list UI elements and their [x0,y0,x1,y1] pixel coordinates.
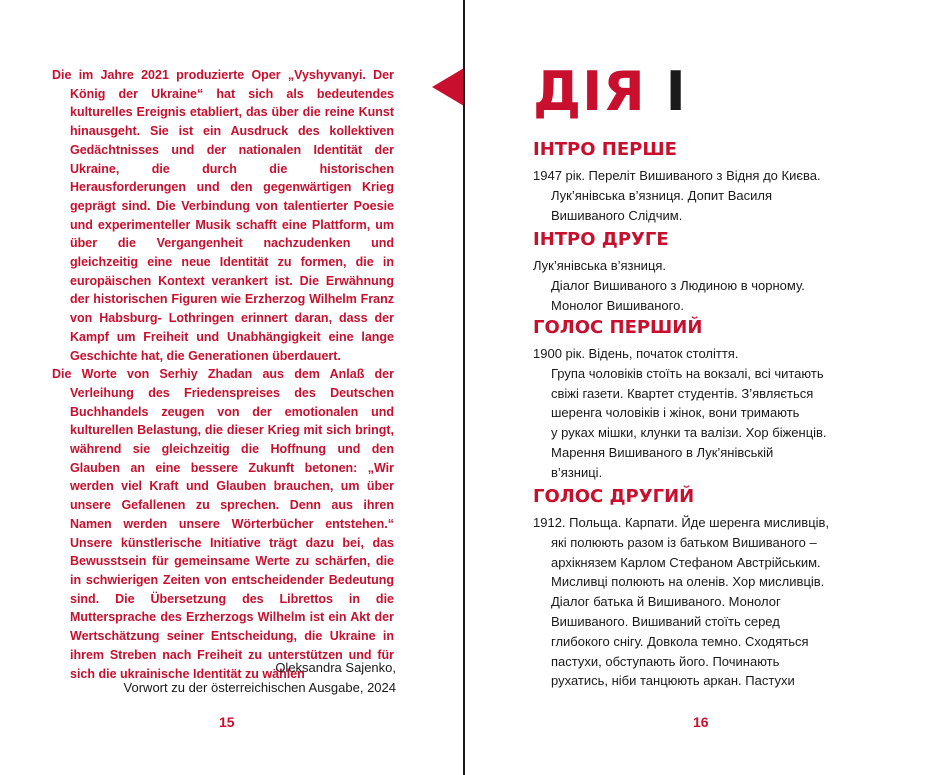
section-line: Вишиваного. Вишиваний стоїть серед [551,613,780,629]
section-line: Монолог Вишиваного. [551,297,684,313]
preface-paragraph-1: Die im Jahre 2021 produzierte Oper „Vyshyvanyi. Der König der Ukraine“ hat sich als bedeutendes kulturelles Ereignis etabliert, das über die reine Kunst hinausgeht. Sie ist ein Ausdruck des kollektiven Gedächtnisses und der nationalen Identität der Ukraine, die durch die historischen Herausforderungen und den gegenwärtigen Krieg geprägt sind. Die Verbindung von talentierter Poesie und experimenteller Musik schafft eine Plattform, um über die Vergangenheit nachzudenken und gleichzeitig eine neue Identität zu formen, die in europäischen Kontext verankert ist. Die Erwähnung der historischen Figuren wie Erzherzog Wilhelm Franz von Habsburg- Lothringen erinnert daran, dass der Kampf um Freiheit und Unabhängigkeit eine lange Geschichte hat, die Generationen überdauert. [52,68,394,363]
section-line: архікнязем Карлом Стефаном Австрійським. [551,554,821,570]
act-word: ДІЯ [533,60,646,123]
section-line: Лук’янівська в’язниця. Допит Василя [551,187,772,203]
attribution-name: Oleksandra Sajenko, [275,660,396,675]
attribution-source: Vorwort zu der österreichischen Ausgabe, 2024 [123,680,396,695]
section-intro-first [533,138,873,225]
preface-text [52,66,394,683]
section-voice-second [533,485,873,691]
section-line: Діалог Вишиваного з Людиною в чорному. [551,277,805,293]
section-line: 1947 рік. Переліт Вишиваного з Відня до Києва. [533,168,821,183]
section-line: свіжі газети. Квартет студентів. З’являється [551,385,814,401]
section-heading: ГОЛОС ПЕРШИЙ [533,317,703,338]
section-intro-second [533,228,873,315]
arrow-left-icon [432,68,464,106]
section-line: Марення Вишиваного в Лук’янівській [551,444,774,460]
section-line: в’язниці. [551,464,603,480]
section-line: Вишиваного Слідчим. [551,207,683,223]
section-line: у руках мішки, клунки та валізи. Хор біженців. [551,425,827,441]
section-line: 1912. Польща. Карпати. Йде шеренга мисливців, [533,515,830,530]
page-number-left: 15 [219,714,235,730]
section-heading: ІНТРО ДРУГЕ [533,229,669,250]
section-line: рухатись, ніби танцюють аркан. Пастухи [551,673,795,689]
section-heading: ІНТРО ПЕРШЕ [533,139,677,160]
section-line: які полюють разом із батьком Вишиваного – [551,534,817,550]
section-line: пастухи, обступають його. Починають [551,653,780,669]
page-number-right: 16 [693,714,709,730]
section-voice-first [533,316,873,483]
act-number: І [665,60,687,123]
section-line: глибокого снігу. Довкола темно. Сходяться [551,633,809,649]
section-line: шеренга чоловіків і жінок, вони тримають [551,405,800,421]
section-line: 1900 рік. Відень, початок століття. [533,346,739,361]
section-line: Діалог батька й Вишиваного. Монолог [551,594,781,610]
section-line: Група чоловіків стоїть на вокзалі, всі читають [551,365,824,381]
attribution [124,658,396,698]
act-title [533,62,687,122]
section-heading: ГОЛОС ДРУГИЙ [533,486,695,507]
section-line: Лук’янівська в’язниця. [533,258,667,273]
preface-paragraph-2: Die Worte von Serhiy Zhadan aus dem Anlaß der Verleihung des Friedenspreises des Deutschen Buchhandels zeugen von der emotionalen und kulturellen Belastung, die dieser Krieg mit sich bringt, während sie gleichzeitig die Hoffnung und den Glauben an eine bessere Zukunft betonen: „Wir werden viel Kraft und Glauben brauchen, um über unsere Gefallenen zu sprechen. Denn aus ihren Namen werden unsere Wörterbücher entstehen.“ Unsere künstlerische Initiative trägt dazu bei, das Bewusstsein für gemeinsame Werte zu schärfen, die in schwierigen Zeiten von entscheidender Bedeutung sind. Die Übersetzung des Librettos in die Muttersprache des Erzherzogs Wilhelm ist ein Akt der Wertschätzung seiner Entscheidung, die Ukraine in ihrem Streben nach Freiheit zu unterstützen und für sich die ukrainische Identität zu wählen [52,367,394,681]
section-line: Мисливці полюють на оленів. Хор мисливців. [551,574,825,590]
